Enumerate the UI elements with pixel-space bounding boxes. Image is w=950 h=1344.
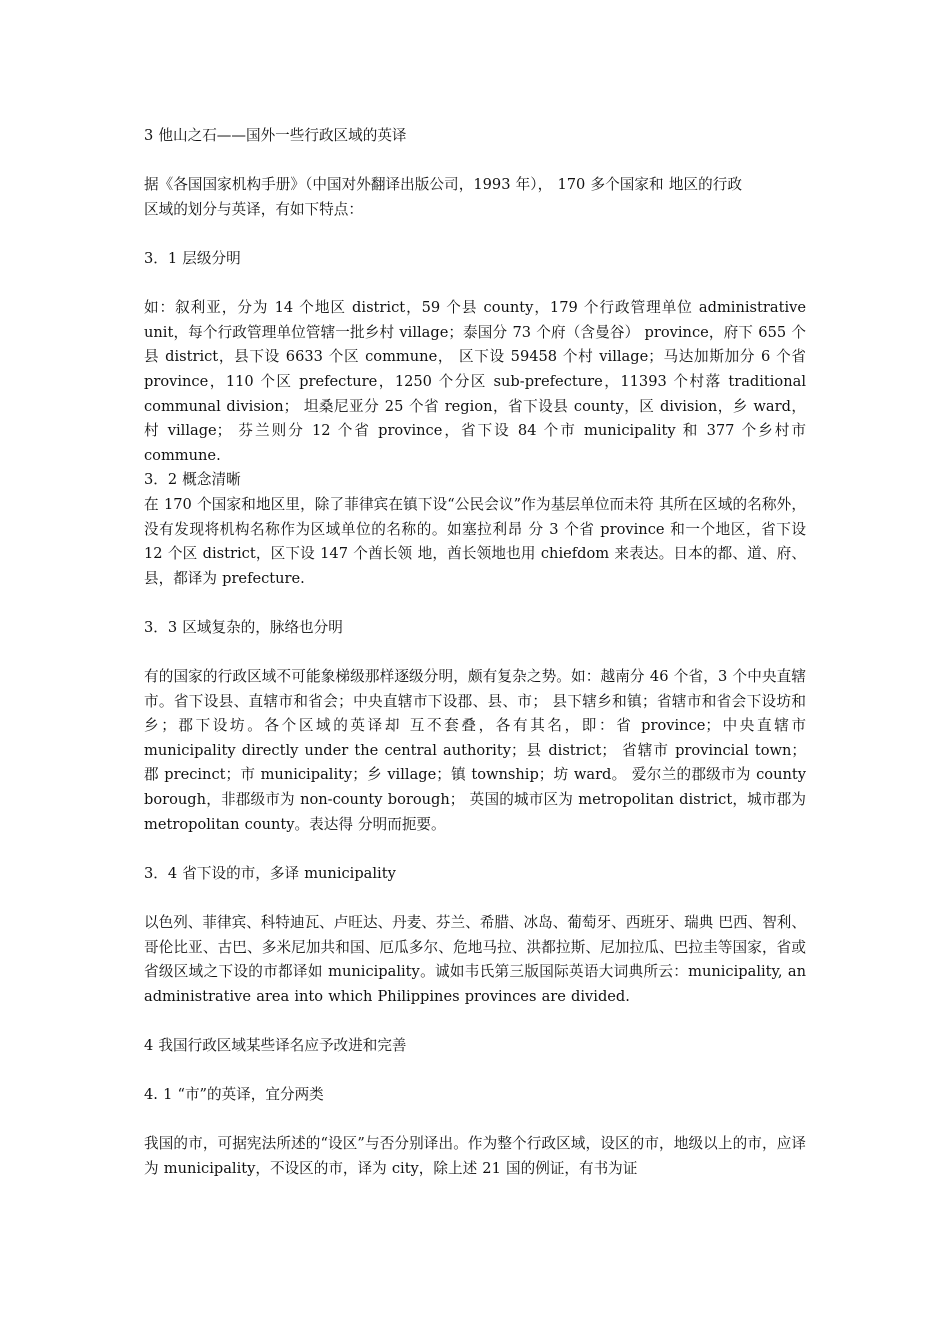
subheading-3-3: 3．3 区域复杂的，脉络也分明 <box>144 618 343 636</box>
spacer <box>144 149 806 174</box>
paragraph-3-4: 以色列、菲律宾、科特迪瓦、卢旺达、丹麦、芬兰、希腊、冰岛、葡萄牙、西班牙、瑞典 巴西、智利、哥伦比亚、古巴、多米尼加共和国、厄瓜多尔、危地马拉、洪都拉斯、尼加拉瓜、巴拉圭等国家，省或省级区域之下设的市都译如 municipality。诚如韦氏第三版国际英语大词典所云：municipality, an administrative area into which Philippines provinces are divided. <box>144 914 806 1005</box>
subheading-4-1: 4. 1 “市”的英译，宜分两类 <box>144 1086 324 1104</box>
paragraph-3-3: 有的国家的行政区域不可能象梯级那样逐级分明，颇有复杂之势。如：越南分 46 个省，3 个中央直辖市。省下设县、直辖市和省会；中央直辖市下设郡、县、市； 县下辖乡和镇；省辖市和省会下设坊和乡；郡下设坊。各个区域的英译却 互不套叠，各有其名，即：省 province；中央直辖市 municipality directly under the central authority；县 district； 省辖市 provincial town；郡 precinct；市 municipality；乡 village；镇 township；坊 ward。 爱尔兰的郡级市为 county borough，非郡级市为 non-county borough； 英国的城市区为 metropolitan district，城市郡为 metropolitan county。表达得 分明而扼要。 <box>144 668 806 833</box>
intro-paragraph: 据《各国国家机构手册》（中国对外翻译出版公司，1993 年）， 170 多个国家和 地区的行政区域的划分与英译，有如下特点： <box>144 176 742 218</box>
subheading-3-4: 3．4 省下设的市，多译 municipality <box>144 864 396 882</box>
section-3-heading: 3 他山之石——国外一些行政区域的英译 <box>144 127 407 144</box>
spacer <box>144 837 806 862</box>
spacer <box>144 640 806 665</box>
paragraph-3-1: 如：叙利亚，分为 14 个地区 district，59 个县 county，179 个行政管理单位 administrative unit，每个行政管理单位管辖一批乡村 village；泰国分 73 个府（含曼谷） province，府下 655 个县 district，县下设 6633 个区 commune， 区下设 59458 个村 village；马达加斯加分 6 个省 province，110 个区 prefecture，1250 个分区 sub-prefecture，11393 个村落 traditional communal division； 坦桑尼亚分 25 个省 region，省下设县 county，区 division，乡 ward，村 village； 芬兰则分 12 个省 province，省下设 84 个市 municipality 和 377 个乡村市 commune. <box>144 299 806 464</box>
section-4-heading: 4 我国行政区域某些译名应予改进和完善 <box>144 1036 407 1054</box>
spacer <box>144 1009 806 1034</box>
subheading-3-1: 3．1 层级分明 <box>144 249 241 267</box>
spacer <box>144 591 806 616</box>
paragraph-4-1: 我国的市，可据宪法所述的“设区”与否分别译出。作为整个行政区域，设区的市，地级以上的市，应译为 municipality，不设区的市，译为 city，除上述 21 国的例证，有书为证 <box>144 1135 806 1177</box>
spacer <box>144 886 806 911</box>
document-page <box>144 124 806 1182</box>
spacer <box>144 272 806 297</box>
paragraph-3-2: 在 170 个国家和地区里，除了菲律宾在镇下设“公民会议”作为基层单位而未符 其所在区域的名称外，没有发现将机构名称作为区域单位的名称的。如塞拉利昂 分 3 个省 province 和一个地区，省下设 12 个区 district，区下设 147 个酋长领 地，酋长领地也用 chiefdom 来表达。日本的都、道、府、县，都译为 prefecture. <box>144 495 806 587</box>
spacer <box>144 222 806 247</box>
spacer <box>144 1108 806 1133</box>
spacer <box>144 1059 806 1084</box>
subheading-3-2: 3．2 概念清晰 <box>144 471 241 489</box>
